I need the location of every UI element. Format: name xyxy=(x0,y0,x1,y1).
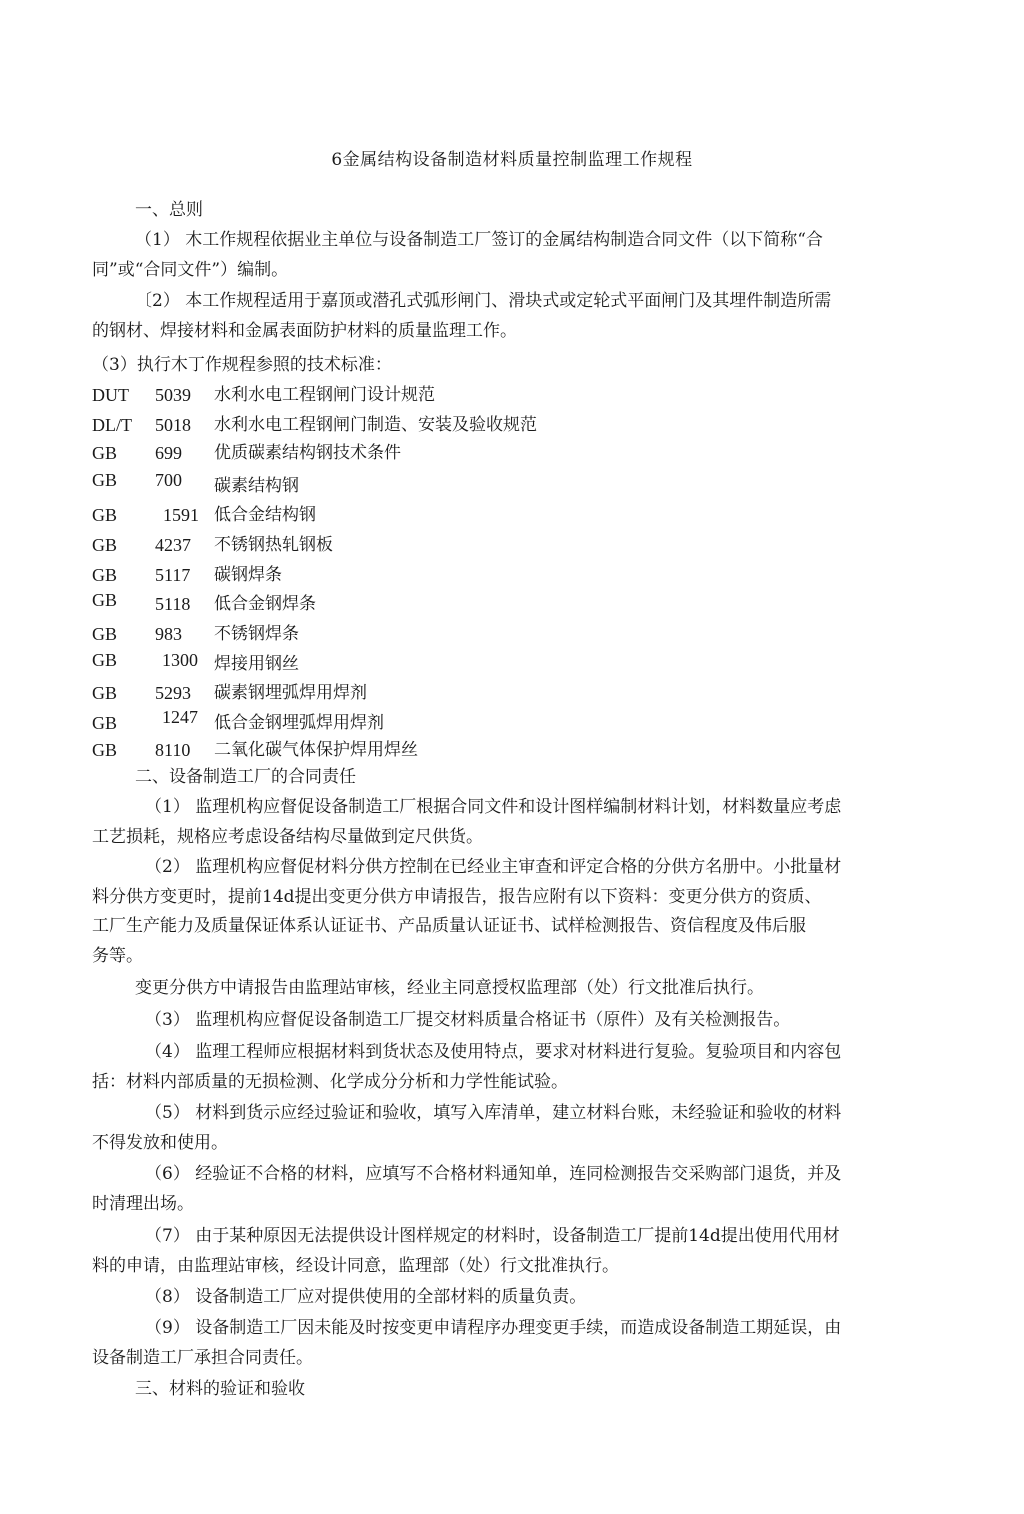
standard-number: 4237 xyxy=(155,535,191,555)
paragraph-line: 料的申请，由监理站审核，经设计同意，监理部（处）行文批准执行。 xyxy=(92,1256,619,1276)
standard-name: 低合金结构钢 xyxy=(214,505,316,525)
paragraph-line: 变更分供方中请报告由监理站审核，经业主同意授权监理部（处）行文批准后执行。 xyxy=(135,978,764,998)
standard-name: 不锈钢热轧钢板 xyxy=(214,535,333,555)
standard-row xyxy=(92,707,692,735)
standard-code: GB xyxy=(92,590,118,610)
paragraph-line: （1） 监理机构应督促设备制造工厂根据合同文件和设计图样编制材料计划，材料数量应考虑 xyxy=(145,797,842,817)
section-heading: 二、设备制造工厂的合同责任 xyxy=(135,767,356,787)
standard-row xyxy=(92,681,692,705)
standard-code: GB xyxy=(92,713,118,733)
paragraph-line: 务等。 xyxy=(92,946,143,966)
standard-row xyxy=(92,503,692,527)
standard-code: GB xyxy=(92,470,118,490)
standard-number: 983 xyxy=(155,624,182,644)
paragraph-line: 不得发放和使用。 xyxy=(92,1133,228,1153)
standard-name: 不锈钢焊条 xyxy=(214,624,299,644)
standard-code: DUT xyxy=(92,385,129,405)
standard-number: 8110 xyxy=(155,740,191,760)
standard-code: GB xyxy=(92,535,118,555)
paragraph-line: （6） 经验证不合格的材料，应填写不合格材料通知单，连同检测报告交采购部门退货，并及 xyxy=(145,1164,842,1184)
paragraph-line: （3）执行木丁作规程参照的技术标准： xyxy=(92,355,392,375)
paragraph-line: 同”或“合同文件”）编制。 xyxy=(92,260,289,280)
standard-number: 1247 xyxy=(162,707,198,727)
standard-number: 1591 xyxy=(163,505,199,525)
standard-code: GB xyxy=(92,683,118,703)
standard-name: 水利水电工程钢闸门制造、安装及验收规范 xyxy=(214,415,537,435)
standard-name: 低合金钢焊条 xyxy=(214,594,316,614)
standard-code: DL/T xyxy=(92,415,132,435)
page-title: 6金属结构设备制造材料质量控制监理工作规程 xyxy=(331,150,693,170)
standard-code: GB xyxy=(92,624,118,644)
standard-row xyxy=(92,383,692,407)
section-heading: 一、总则 xyxy=(135,200,203,220)
paragraph-line: 工厂生产能力及质量保证体系认证证书、产品质量认证证书、试样检测报告、资信程度及伟后服 xyxy=(92,916,806,936)
standard-number: 699 xyxy=(155,443,182,463)
standard-number: 5118 xyxy=(155,594,191,614)
standard-number: 700 xyxy=(155,470,182,490)
standard-number: 5018 xyxy=(155,415,191,435)
standard-row xyxy=(92,588,692,612)
paragraph-line: （7） 由于某种原因无法提供设计图样规定的材料时，设备制造工厂提前14d提出使用代用材 xyxy=(145,1226,840,1246)
paragraph-line: 括：材料内部质量的无损检测、化学成分分析和力学性能试验。 xyxy=(92,1072,568,1092)
standard-row xyxy=(92,468,692,496)
standard-row xyxy=(92,533,692,557)
paragraph-line: 设备制造工厂承担合同责任。 xyxy=(92,1348,313,1368)
standard-name: 焊接用钢丝 xyxy=(214,654,299,674)
standard-number: 5117 xyxy=(155,565,191,585)
paragraph-line: （4） 监理工程师应根据材料到货状态及使用特点，要求对材料进行复验。复验项目和内容包 xyxy=(145,1042,842,1062)
standard-row xyxy=(92,563,692,587)
standard-name: 碳素钢埋弧焊用焊剂 xyxy=(214,683,367,703)
standard-name: 碳钢焊条 xyxy=(214,565,282,585)
paragraph-line: 时清理出场。 xyxy=(92,1194,194,1214)
standard-code: GB xyxy=(92,565,118,585)
paragraph-line: 工艺损耗，规格应考虑设备结构尽量做到定尺供货。 xyxy=(92,827,483,847)
paragraph-line: （8） 设备制造工厂应对提供使用的全部材料的质量负责。 xyxy=(145,1287,587,1307)
standard-code: GB xyxy=(92,740,118,760)
section-heading: 三、材料的验证和验收 xyxy=(135,1379,305,1399)
standard-row xyxy=(92,738,692,762)
paragraph-line: 的钢材、焊接材料和金属表面防护材料的质量监理工作。 xyxy=(92,321,517,341)
paragraph-line: （1） 木工作规程依据业主单位与设备制造工厂签订的金属结构制造合同文件（以下简称“合 xyxy=(135,230,823,250)
standard-row xyxy=(92,648,692,672)
paragraph-line: （2） 监理机构应督促材料分供方控制在已经业主审查和评定合格的分供方名册中。小批量材 xyxy=(145,857,842,877)
standard-number: 5293 xyxy=(155,683,191,703)
standard-name: 二氧化碳气体保护焊用焊丝 xyxy=(214,740,418,760)
standard-number: 5039 xyxy=(155,385,191,405)
paragraph-line: （5） 材料到货示应经过验证和验收，填写入库清单，建立材料台账，未经验证和验收的材料 xyxy=(145,1103,842,1123)
standard-row xyxy=(92,441,692,465)
standard-code: GB xyxy=(92,505,118,525)
paragraph-line: 料分供方变更时，提前14d提出变更分供方申请报告，报告应附有以下资料：变更分供方的资质、 xyxy=(92,887,822,907)
standard-name: 碳素结构钢 xyxy=(214,476,299,496)
standard-row xyxy=(92,413,692,437)
paragraph-line: （3） 监理机构应督促设备制造工厂提交材料质量合格证书（原件）及有关检测报告。 xyxy=(145,1010,791,1030)
paragraph-line: （9） 设备制造工厂因未能及时按变更申请程序办理变更手续，而造成设备制造工期延误，由 xyxy=(145,1318,842,1338)
standard-row xyxy=(92,622,692,646)
standard-name: 水利水电工程钢闸门设计规范 xyxy=(214,385,435,405)
standard-name: 低合金钢埋弧焊用焊剂 xyxy=(214,713,384,733)
standard-name: 优质碳素结构钢技术条件 xyxy=(214,443,401,463)
standard-code: GB xyxy=(92,650,118,670)
standard-code: GB xyxy=(92,443,118,463)
paragraph-line: 〔2） 本工作规程适用于嘉顶或潜孔式弧形闸门、滑块式或定轮式平面闸门及其埋件制造所需 xyxy=(135,291,832,311)
standard-number: 1300 xyxy=(162,650,198,670)
